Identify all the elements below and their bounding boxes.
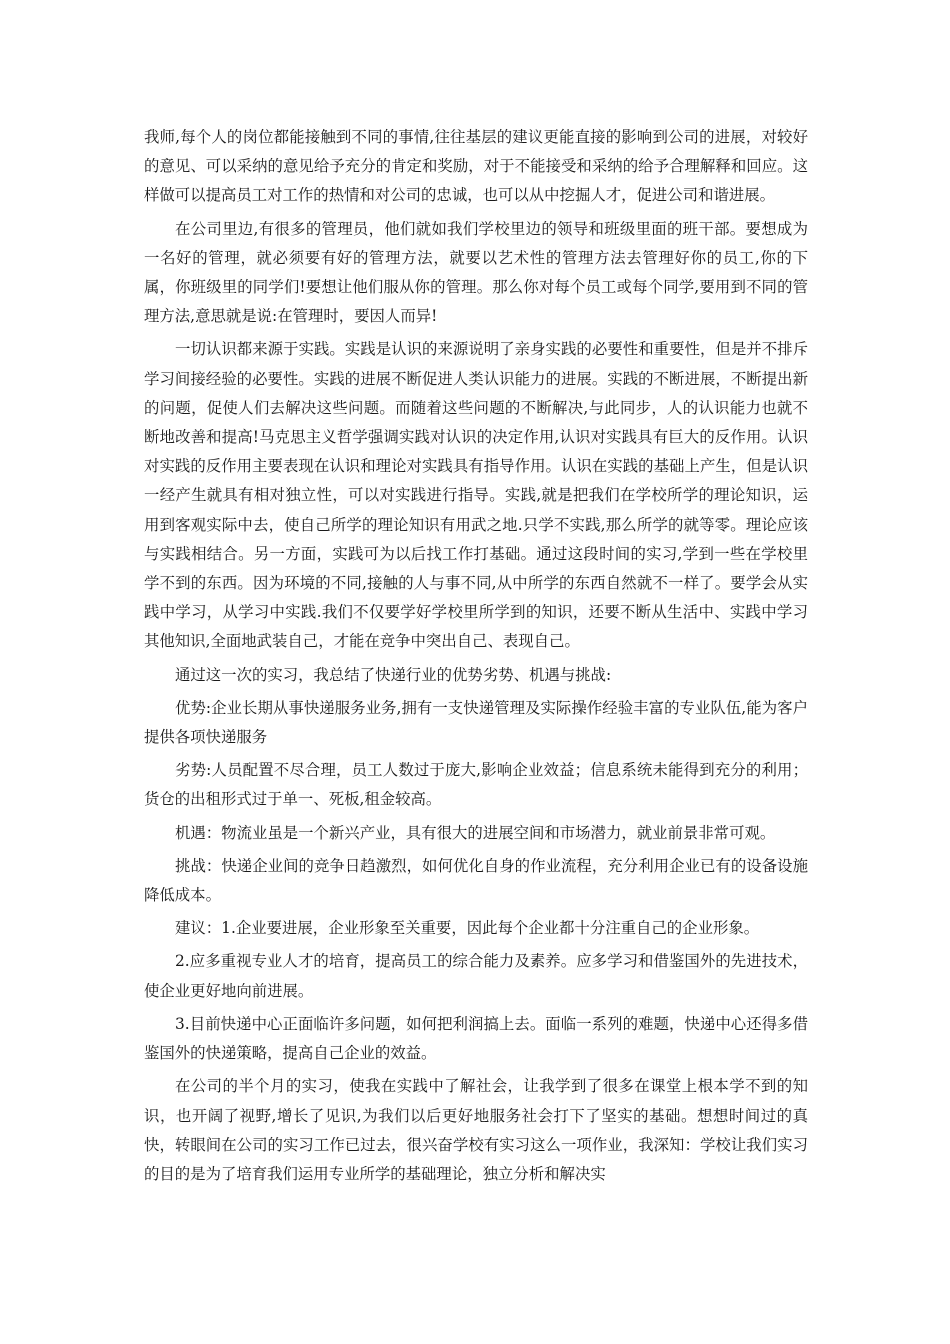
paragraph-3: 一切认识都来源于实践。实践是认识的来源说明了亲身实践的必要性和重要性，但是并不排斥学习间接经验的必要性。实践的进展不断促进人类认识能力的进展。实践的不断进展，不断提出新的问题，促使人们去解决这些问题。而随着这些问题的不断解决,与此同步，人的认识能力也就不断地改善和提高!马克思主义哲学强调实践对认识的决定作用,认识对实践具有巨大的反作用。认识对实践的反作用主要表现在认识和理论对实践具有指导作用。认识在实践的基础上产生，但是认识一经产生就具有相对独立性，可以对实践进行指导。实践,就是把我们在学校所学的理论知识，运用到客观实际中去，使自己所学的理论知识有用武之地.只学不实践,那么所学的就等零。理论应该与实践相结合。另一方面，实践可为以后找工作打基础。通过这段时间的实习,学到一些在学校里学不到的东西。因为环境的不同,接触的人与事不同,从中所学的东西自然就不一样了。要学会从实践中学习，从学习中实践.我们不仅要学好学校里所学到的知识，还要不断从生活中、实践中学习其他知识,全面地武装自己，才能在竞争中突出自己、表现自己。: [144, 340, 808, 651]
paragraph-strengths: 优势:企业长期从事快递服务业务,拥有一支快递管理及实际操作经验丰富的专业队伍,能为客户提供各项快递服务: [144, 698, 808, 747]
paragraph-challenges: 挑战：快递企业间的竞争日趋激烈，如何优化自身的作业流程，充分利用企业已有的设备设施降低成本。: [144, 856, 808, 905]
paragraph-suggestion-3: 3.目前快递中心正面临许多问题，如何把利润搞上去。面临一系列的难题，快递中心还得多借鉴国外的快递策略，提高自己企业的效益。: [144, 1014, 808, 1063]
paragraph-1: 我师,每个人的岗位都能接触到不同的事情,往往基层的建议更能直接的影响到公司的进展，对较好的意见、可以采纳的意见给予充分的肯定和奖励，对于不能接受和采纳的给予合理解释和回应。这样做可以提高员工对工作的热情和对公司的忠诚，也可以从中挖掘人才，促进公司和谐进展。: [144, 128, 808, 205]
paragraph-suggestion-2: 2.应多重视专业人才的培育，提高员工的综合能力及素养。应多学习和借鉴国外的先进技术，使企业更好地向前进展。: [144, 952, 808, 1000]
paragraph-2: 在公司里边,有很多的管理员，他们就如我们学校里边的领导和班级里面的班干部。要想成为一名好的管理，就必须要有好的管理方法，就要以艺术性的管理方法去管理好你的员工,你的下属，你班级里的同学们!要想让他们服从你的管理。那么你对每个员工或每个同学,要用到不同的管理方法,意思就是说:在管理时，要因人而异!: [144, 219, 808, 326]
paragraph-4: 通过这一次的实习，我总结了快递行业的优势劣势、机遇与挑战:: [175, 665, 612, 684]
document-body: [144, 123, 808, 1189]
paragraph-conclusion: 在公司的半个月的实习，使我在实践中了解社会，让我学到了很多在课堂上根本学不到的知识，也开阔了视野,增长了见识,为我们以后更好地服务社会打下了坚实的基础。想想时间过的真快，转眼间在公司的实习工作已过去，很兴奋学校有实习这么一项作业，我深知：学校让我们实习的目的是为了培育我们运用专业所学的基础理论，独立分析和解决实: [144, 1077, 808, 1183]
paragraph-weaknesses: 劣势:人员配置不尽合理，员工人数过于庞大,影响企业效益；信息系统未能得到充分的利用；货仓的出租形式过于单一、死板,租金较高。: [144, 761, 808, 809]
paragraph-suggestion-1: 建议：1.企业要进展，企业形象至关重要，因此每个企业都十分注重自己的企业形象。: [175, 919, 760, 938]
paragraph-opportunities: 机遇：物流业虽是一个新兴产业，具有很大的进展空间和市场潜力，就业前景非常可观。: [175, 823, 776, 842]
